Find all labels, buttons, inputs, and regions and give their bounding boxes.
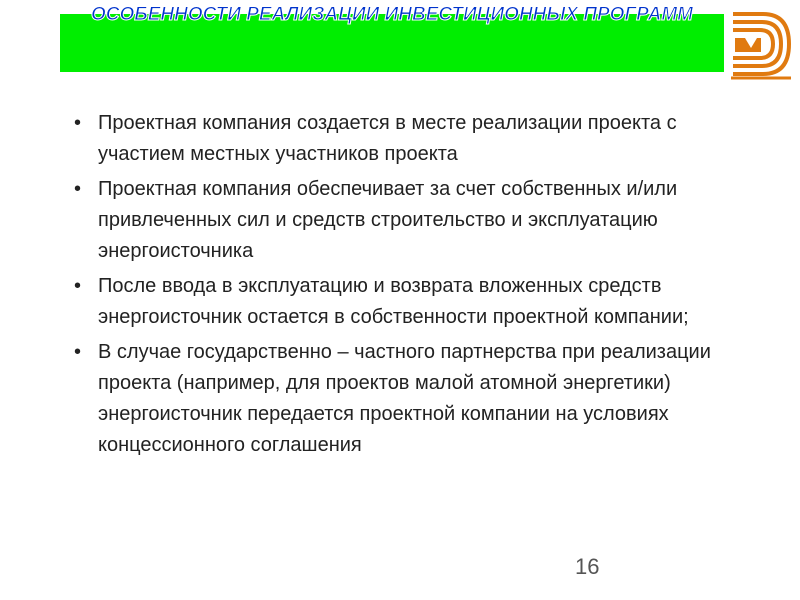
page-number: 16 [575, 554, 600, 579]
bullet-list [74, 108, 734, 465]
list-item [74, 337, 734, 461]
slide-title: ОСОБЕННОСТИ РЕАЛИЗАЦИИ ИНВЕСТИЦИОННЫХ ПРОГРАММ [91, 4, 693, 25]
bullet-marker: • [74, 275, 82, 297]
bullet-text: В случае государственно – частного партнерства при реализации проекта (например, для проектов малой атомной энергетики) энергоисточник передается проектной компании на условиях концессионного соглашения [98, 341, 711, 456]
list-item [74, 271, 734, 333]
list-item [74, 174, 734, 267]
company-logo-icon [729, 8, 795, 82]
bullet-marker: • [74, 178, 82, 200]
bullet-text: Проектная компания обеспечивает за счет собственных и/или привлеченных сил и средств строительство и эксплуатацию энергоисточника [98, 178, 678, 262]
bullet-marker: • [74, 341, 82, 363]
list-item [74, 108, 734, 170]
bullet-text: После ввода в эксплуатацию и возврата вложенных средств энергоисточник остается в собственности проектной компании; [98, 275, 689, 328]
bullet-text: Проектная компания создается в месте реализации проекта с участием местных участников проекта [98, 112, 677, 165]
bullet-marker: • [74, 112, 82, 134]
